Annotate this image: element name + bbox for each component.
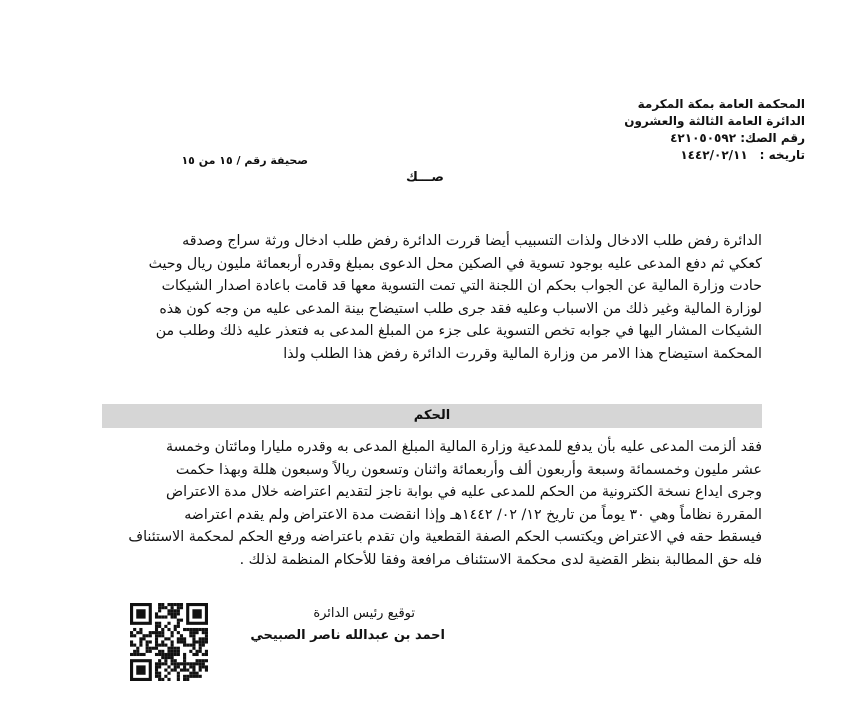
text-line: الدائرة رفض طلب الادخال ولذات التسبيب أيضا قررت الدائرة رفض طلب ادخال ورثة سراج وصدقه xyxy=(182,233,762,249)
text-line: المقررة نظاماً وهي ٣٠ يوماً من تاريخ ١٢/ ٠٢/ ١٤٤٢هـ وإذا انقضت مدة الاعتراض ولم يقدم اعتراضه xyxy=(184,506,762,523)
text-line: لوزارة المالية وغير ذلك من الاسباب وعليه فقد جرى طلب استيضاح بينة المدعى عليه من وجه كون هذه xyxy=(159,300,762,317)
deed-number-label: رقم الصك: xyxy=(740,131,805,145)
reasoning-paragraph xyxy=(102,230,762,365)
text-line: حادت وزارة المالية عن الجواب بحكم ان اللجنة التي تمت التسوية معها قد قامت باعادة اصدار الشيكات xyxy=(161,278,762,294)
text-line: كعكي ثم دفع المدعى عليه بوجود تسوية في الصكين محل الدعوى بمبلغ وقدره أربعمائة مليون ريال وحيث xyxy=(148,255,762,272)
judgment-paragraph xyxy=(102,436,762,571)
text-line: فيسقط حقه في الاعتراض ويكتسب الحكم الصفة القطعية وان تقدم باعتراضه ورفع الحكم لمحكمة الاستئناف xyxy=(128,529,762,545)
section-heading-judgment: الحكم xyxy=(102,404,762,428)
signature-title: توقيع رئيس الدائرة xyxy=(313,606,415,621)
deed-date-label: تاريخه : xyxy=(759,148,805,162)
deed-number-row xyxy=(475,130,805,147)
text-line: فقد ألزمت المدعى عليه بأن يدفع للمدعية وزارة المالية المبلغ المدعى به وقدره مليارا ومائتان وخمسة xyxy=(166,439,762,455)
circuit-name: الدائرة العامة الثالثة والعشرون xyxy=(624,114,805,128)
deed-date-row xyxy=(475,147,805,164)
document-header xyxy=(475,96,805,164)
signature-block xyxy=(235,603,445,647)
signatory-name: احمد بن عبدالله ناصر الصبيحي xyxy=(250,628,445,643)
text-line: عشر مليون وخمسمائة وسبعة وأربعون ألف وأربعمائة واثنان وتسعون ريالاً وسبعون هللة وبهذا حكمت xyxy=(175,461,762,478)
text-line: وجرى ايداع نسخة الكترونية من الحكم للمدعى عليه في بوابة ناجز لتقديم اعتراضه خلال مدة الاعتراض xyxy=(165,484,762,500)
deed-date: ١٤٤٢/٠٢/١١ xyxy=(680,148,748,162)
deed-number: ٤٢١٠٥٠٥٩٢ xyxy=(670,131,737,145)
qr-code-icon xyxy=(130,603,208,681)
text-line: فله حق المطالبة بنظر القضية لدى محكمة الاستئناف مرافعة وفقا للأحكام المنظمة لذلك . xyxy=(239,551,762,568)
text-line: الشيكات المشار اليها في جوابه تخص التسوية على جزء من المبلغ المدعى به فتعذر عليه ذلك وطلب من xyxy=(155,323,762,339)
deed-title: صـــك xyxy=(406,170,444,185)
page-number: صحيفة رقم / ١٥ من ١٥ xyxy=(181,154,308,167)
court-name: المحكمة العامة بمكة المكرمة xyxy=(637,97,805,111)
text-line: المحكمة استيضاح هذا الامر من وزارة المالية وقررت الدائرة رفض هذا الطلب ولذا xyxy=(283,345,762,362)
